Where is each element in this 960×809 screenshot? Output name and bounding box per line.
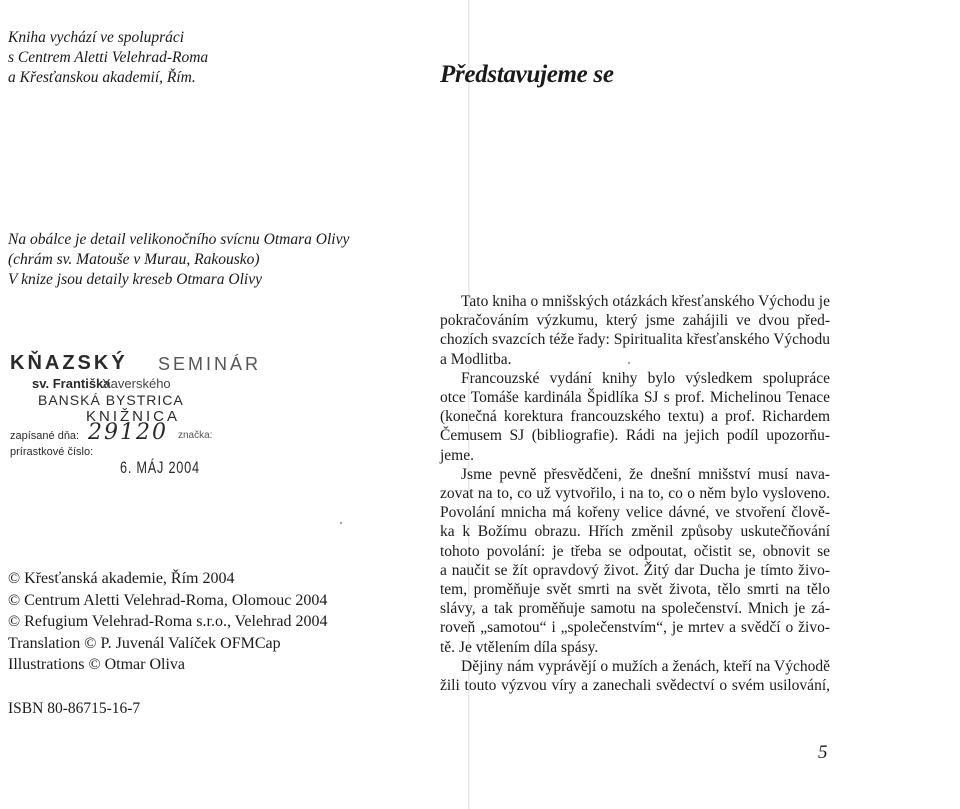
- body-line: roveň „samotou“ i „společenstvím“, je mrtev a svědčí o živo-: [440, 619, 830, 637]
- body-line: (konečná korektura francouzského textu) a prof. Richardem: [440, 408, 830, 426]
- body-line: a Modlitba.: [440, 350, 512, 368]
- isbn: ISBN 80-86715-16-7: [8, 700, 141, 717]
- colophon-line: Kniha vychází ve spolupráci: [8, 29, 185, 46]
- body-line: žili touto výzvou víry a zanechali svědectví o svém usilování,: [440, 677, 830, 695]
- colophon-line: s Centrem Aletti Velehrad-Roma: [8, 49, 209, 66]
- stamp-saint-surname: Xaverského: [102, 376, 171, 391]
- body-line: jeme.: [440, 446, 474, 464]
- body-text: [440, 292, 830, 695]
- stamp-label-accession: prírastkové číslo:: [10, 446, 94, 458]
- stamp-date: 6. MÁJ 2004: [120, 458, 200, 477]
- body-line: slávy, a tak proměňuje samotu na společenství. Mnich je zá-: [440, 600, 830, 618]
- body-line: zovat na to, co už vytvořilo, i na to, co o něm bylo vysloveno.: [440, 485, 830, 503]
- body-line: ka k Božímu obrazu. Hřích změnil způsoby uskutečňování: [440, 523, 830, 541]
- body-line: otce Tomáše kardinála Špidlíka SJ s prof. Michelinou Tenace: [440, 389, 830, 407]
- body-line: tě. Je vtělením díla spásy.: [440, 638, 599, 656]
- copyright-line: © Křesťanská akademie, Řím 2004: [8, 570, 235, 587]
- body-line: pokračováním výzkumu, který jsme zahájili ve dvou před-: [440, 312, 830, 330]
- body-line: tem, proměňuje svět smrti na svět života, tělo smrti na tělo: [440, 581, 830, 599]
- section-heading: Představujeme se: [440, 61, 614, 88]
- body-line: a naučit se žít opravdový život. Žitý dar Ducha je tímto živo-: [440, 561, 830, 579]
- copyright-line: © Centrum Aletti Velehrad-Roma, Olomouc 2004: [8, 591, 328, 609]
- cover-illustration-note: [8, 230, 349, 290]
- copyright-line: © Refugium Velehrad-Roma s.r.o., Velehrad 2004: [8, 613, 328, 630]
- copyright-block: [8, 568, 328, 676]
- paper-speck: [628, 362, 630, 364]
- copyright-line: Translation © P. Juvenál Valíček OFMCap: [8, 634, 281, 652]
- stamp-label-date: zapísané dňa:: [10, 430, 80, 442]
- page-number: 5: [818, 742, 828, 763]
- paper-speck: [340, 522, 342, 524]
- body-line: Povolání mnicha má kořeny velice dávné, ve stvoření člově-: [440, 504, 830, 522]
- body-line: Jsme pevně přesvědčeni, že dnešní mnišství musí nava-: [461, 465, 830, 483]
- stamp-seminary-word: SEMINÁR: [158, 354, 262, 374]
- body-line: Čemusem SJ (bibliografie). Rádi na jejich podíl upozorňu-: [440, 427, 830, 445]
- cover-note-line: V knize jsou detaily kreseb Otmara Olivy: [8, 271, 262, 288]
- library-stamp: [10, 352, 262, 482]
- stamp-handwritten-number: 29120: [88, 420, 168, 445]
- copyright-line: Illustrations © Otmar Oliva: [8, 656, 186, 673]
- body-line: Tato kniha o mnišských otázkách křesťanského Východu je: [461, 293, 830, 310]
- colophon-line: a Křesťanskou akademií, Řím.: [8, 69, 196, 86]
- body-line: Francouzské vydání knihy bylo výsledkem spolupráce: [461, 369, 830, 387]
- left-page: [0, 0, 470, 809]
- stamp-saint-name: sv. Františka: [32, 376, 111, 391]
- stamp-library: KNIŽNICA: [86, 408, 181, 425]
- stamp-seminary-name: KŇAZSKÝ: [10, 352, 128, 374]
- body-line: tohoto povolání: je třeba se odpoutat, očistit se, obnovit se: [440, 542, 830, 560]
- body-line: chozích svazcích téže řady: Spiritualita křesťanského Východu: [440, 331, 830, 349]
- stamp-city: BANSKÁ BYSTRICA: [38, 392, 184, 408]
- colophon-cooperation-note: [8, 28, 208, 88]
- cover-note-line: Na obálce je detail velikonočního svícnu Otmara Olivy: [8, 231, 350, 248]
- body-line: Dějiny nám vyprávějí o mužích a ženách, kteří na Východě: [461, 657, 830, 675]
- stamp-label-mark: značka:: [178, 430, 213, 441]
- cover-note-line: (chrám sv. Matouše v Murau, Rakousko): [8, 251, 260, 268]
